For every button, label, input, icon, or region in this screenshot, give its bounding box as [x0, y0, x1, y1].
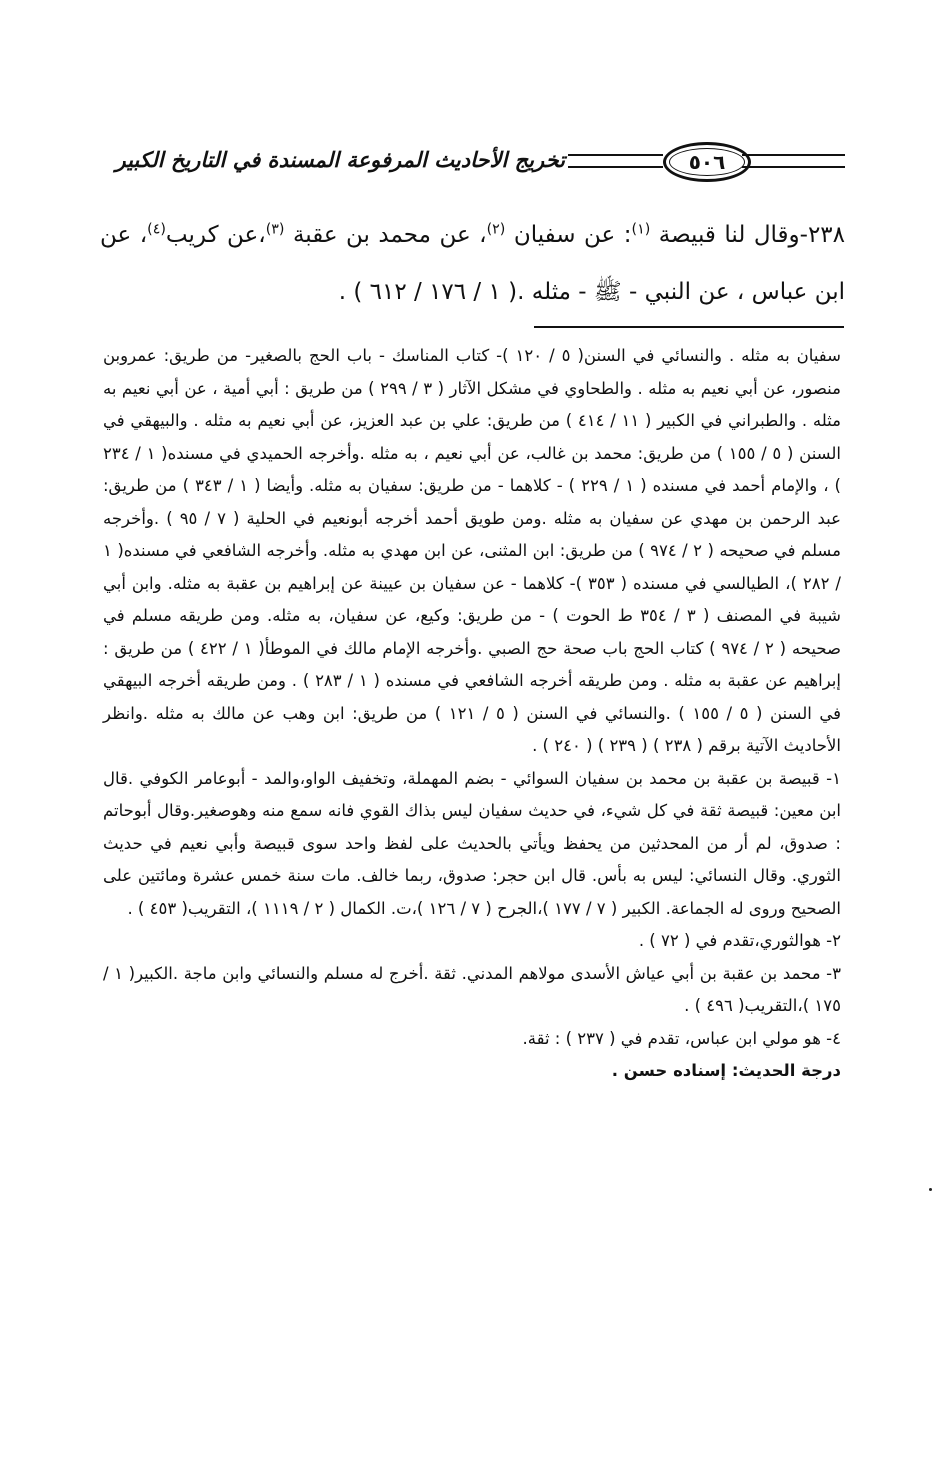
footnote-ref-1: (١) [631, 221, 651, 238]
footnotes [103, 340, 841, 1088]
hadith-part-5: ، عن ابن عباس ، عن النبي - ﷺ - مثله .( ١ / ١٧٦ / ٦١٢ ) . [100, 222, 845, 305]
footnote-number: ٣- [826, 963, 841, 983]
margin-dot [929, 1188, 932, 1191]
grade-label: درجة الحديث: [731, 1061, 841, 1080]
footnote-text: قبيصة بن عقبة بن محمد بن سفيان السوائي - بضم المهملة، وتخفيف الواو،والمد - أبوعامر الكوفي .قال ابن معين: قبيصة ثقة في كل شيء، في حديث سفيان ليس بذاك القوي فانه سمع منه وهوصغير.وقال أبوحاتم : صدوق، لم أر من المحدثين من يحفظ ويأتي بالحديث على لفظ واحد سوى قبيصة وأبي نعيم في حديث الثوري. وقال النسائي: ليس به بأس. قال ابن حجر: صدوق، ربما خالف. مات سنة خمس عشرة ومائتين على الصحيح وروى له الجماعة. الكبير ( ٧ / ١٧٧ )،الجرح ( ٧ / ١٢٦ )،ت. الكمال ( ٢ / ١١١٩ )، التقريب( ٤٥٣ ) . [103, 768, 841, 918]
footnote-text: هوالثوري،تقدم في ( ٧٢ ) . [638, 931, 821, 950]
header-double-rule-right [742, 154, 845, 168]
page-number-oval [663, 142, 751, 182]
hadith-part-3: ، عن محمد بن عقبة [284, 222, 487, 248]
footnote-ref-3: (٣) [265, 221, 285, 238]
footnote-text: محمد بن عقبة بن أبي عياش الأسدى مولاهم المدني. ثقة .أخرج له مسلم والنسائي وابن ماجة .الكبير( ١ / ١٧٥ )،التقريب( ٤٩٦ ) . [103, 963, 841, 1015]
footnote-number: ٤- [826, 1028, 841, 1048]
hadith-part-1: -وقال لنا قبيصة [650, 222, 808, 248]
footnote-number: ٢- [826, 931, 841, 950]
running-header [100, 140, 845, 184]
hadith-grade [103, 1055, 841, 1088]
footnote-1 [103, 763, 841, 926]
footnote-ref-4: (٤) [147, 221, 166, 238]
footnote-3 [103, 958, 841, 1023]
header-double-rule-left [568, 154, 663, 168]
page-number: ٥٠٦ [688, 150, 726, 174]
footnote-2 [103, 925, 841, 958]
grade-value: إسناده حسن . [611, 1061, 732, 1080]
footnote-number: ١- [826, 768, 842, 788]
hadith-number: ٢٣٨ [807, 222, 846, 248]
footnote-text: هو مولي ابن عباس، تقدم في ( ٢٣٧ ) : ثقة. [522, 1028, 821, 1048]
footnote-4 [103, 1023, 841, 1056]
hadith-text [100, 207, 845, 321]
footnote-continuation: سفيان به مثله . والنسائي في السنن( ٥ / ١٢٠ )- كتاب المناسك - باب الحج بالصغير- من طريق: عمروبن منصور، عن أبي نعيم به مثله . والطحاوي في مشكل الآثار ( ٣ / ٢٩٩ ) من طريق : أبي أمية ، عن أبي نعيم به مثله . والطبراني في الكبير ( ١١ / ٤١٤ ) من طريق: علي بن عبد العزيز، عن أبي نعيم به مثله . والبيهقي في السنن ( ٥ / ١٥٥ ) من طريق: محمد بن غالب، عن أبي نعيم ، به مثله .وأخرجه الحميدي في مسنده( ١ / ٢٣٤ ) ، والإمام أحمد في مسنده ( ١ / ٢٢٩ ) - كلاهما - من طريق: سفيان به مثله. وأيضا ( ١ / ٣٤٣ ) من طريق: عبد الرحمن بن مهدي عن سفيان به مثله .ومن طويق أحمد أخرجه أبونعيم في الحلية ( ٧ / ٩٥ ) .وأخرجه مسلم في صحيحه ( ٢ / ٩٧٤ ) من طريق: ابن المثنى، عن ابن مهدي به مثله. وأخرجه الشافعي في مسنده( ١ / ٢٨٢ )، الطيالسي في مسنده ( ٣٥٣ )- كلاهما - عن سفيان بن عيينة عن إبراهيم بن عقبة به مثله. وابن أبي شيبة في المصنف ( ٣ / ٣٥٤ ط الحوت ) - من طريق: وكيع، عن سفيان، به مثله. ومن طريقه مسلم في صحيحه ( ٢ / ٩٧٤ ) كتاب الحج باب صحة حج الصبي .وأخرجه الإمام مالك في الموطأ( ١ / ٤٢٢ ) من طريق : إبراهيم عن عقبة به مثله . ومن طريقه أخرجه الشافعي في مسنده ( ١ / ٢٨٣ ) . ومن طريقه أخرجه البيهقي في السنن ( ٥ / ١٥٥ ) .والنسائي في السنن ( ٥ / ١٢١ ) من طريق: ابن وهب عن مالك به مثله .وانظر الأحاديث الآتية برقم ( ٢٣٨ ) ( ٢٣٩ ) ( ٢٤٠ ) . [103, 346, 842, 755]
hadith-part-4: ،عن كريب [165, 222, 266, 248]
footnote-ref-2: (٢) [486, 221, 506, 238]
footnote-separator [534, 326, 844, 328]
hadith-part-2: : عن سفيان [505, 222, 632, 248]
book-title: تخريج الأحاديث المرفوعة المسندة في التاريخ الكبير [115, 148, 565, 172]
